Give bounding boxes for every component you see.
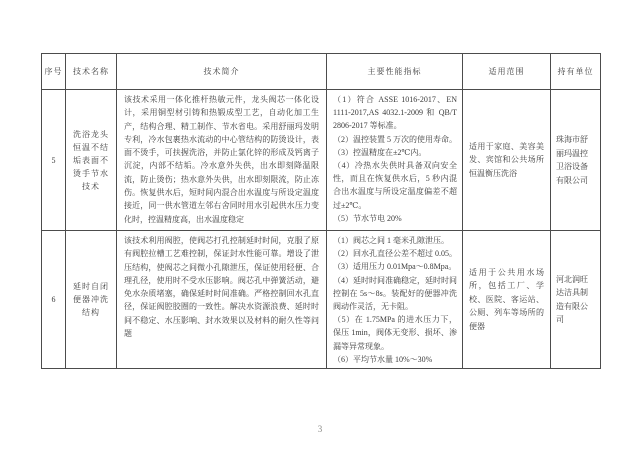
indicator-item: （2）温控装置 5 万次的使用寿命。 — [333, 134, 457, 144]
table-header-row — [42, 54, 601, 90]
indicator-item: （5）在 1.75MPa 的进水压力下，保压 1min，阀体无变形、损坏、渗漏等异常现象。 — [333, 315, 457, 351]
column-header-tech-name: 技术名称 — [66, 54, 117, 90]
tech-name: 洗浴龙头恒温不结垢表面不烫手节水技术 — [66, 90, 117, 231]
indicator-item: （4）延时时间准确稳定，延时时间控制在 5s～8s。装配好的便器冲洗阀动作灵活，无卡阻。 — [333, 275, 457, 312]
page-number: 3 — [317, 424, 323, 434]
indicator-item: （6）平均节水量 10%～30% — [333, 354, 433, 364]
indicator-item: （2）回水孔直径公差不超过 0.05。 — [333, 249, 457, 259]
serial-number: 5 — [42, 90, 66, 231]
column-header-serial: 序号 — [42, 54, 66, 90]
column-header-tech-intro: 技术简介 — [117, 54, 327, 90]
table-row — [42, 90, 601, 231]
column-header-scope: 适用范围 — [463, 54, 551, 90]
holding-unit: 珠海市舒丽玛温控卫浴设备有限公司 — [551, 90, 601, 231]
indicator-item: （4）冷热水失供时具备双向安全性，而且在恢复供水后，5 秒内混合出水温度与所设定温度偏差不超过±2℃。 — [333, 161, 457, 210]
tech-intro: 该技术采用一体化推杆热敏元件，龙头阀芯一体化设计，采用铜型材引铸和热锻成型工艺，自动化加工生产，结构合理、精工制作、节水省电。采用舒丽玛发明专利，冷水包裹热水流动的中心管结构的防烫设计，表面不烫手，可扶握洗浴，并防止氯化锌的形成及钙离子沉淀，内部不结垢。冷水意外失供，出水即刻降温限流，防止烫伤；热水意外失供，出水即刻限流，防止冻伤。恢复供水后，短时间内混合出水温度与所设定温度接近，同一供水管道左邻右舍同时用水引起供水压力变化时，控温精度高，出水温度稳定 — [117, 90, 327, 231]
tech-name: 延时自闭便器冲洗结构 — [66, 231, 117, 369]
tech-intro: 该技术利用阀腔，使阀芯打孔控制延时时间，克服了原有阀腔拉槽工艺难控制，保证封水性能可靠。增设了泄压结构，使阀芯之间微小孔隙泄压，保证使用轻便、合理孔径，使用时不受水压影响。阀芯孔中弹簧活动，避免水杂质堵塞，确保延时时间准确。严格控制回水孔直径，保证阀腔胶圈的一致性。解决水资源浪费、延时时间不稳定、水压影响、封水效果以及材料的耐久性等问题 — [117, 231, 327, 369]
performance-indicators — [327, 231, 463, 369]
applicable-scope: 适用于公共用水场所，包括工厂、学校、医院、客运站、公厕、列车等场所的便器 — [463, 231, 551, 369]
column-header-indicators: 主要性能指标 — [327, 54, 463, 90]
column-header-holder: 持有单位 — [551, 54, 601, 90]
indicator-item: （1）阀芯之间 1 毫米孔隙泄压。 — [333, 236, 449, 245]
performance-indicators — [327, 90, 463, 231]
applicable-scope: 适用于家庭、美容美发、宾馆和公共场所恒温衡压洗浴 — [463, 90, 551, 231]
indicator-item: （5）节水节电 20% — [333, 213, 402, 223]
indicator-item: （1）符合 ASSE 1016-2017、EN 1111-2017,AS 4032.1-2009 和 QB/T 2806-2017 等标准。 — [333, 95, 457, 131]
indicator-item: （3）控温精度在±2℃内。 — [333, 147, 427, 157]
table-row — [42, 231, 601, 369]
technology-catalog-table — [41, 53, 601, 369]
holding-unit: 河北润旺达洁具制造有限公司 — [551, 231, 601, 369]
indicator-item: （3）适用压力 0.01Mpa～0.8Mpa。 — [333, 262, 457, 272]
serial-number: 6 — [42, 231, 66, 369]
